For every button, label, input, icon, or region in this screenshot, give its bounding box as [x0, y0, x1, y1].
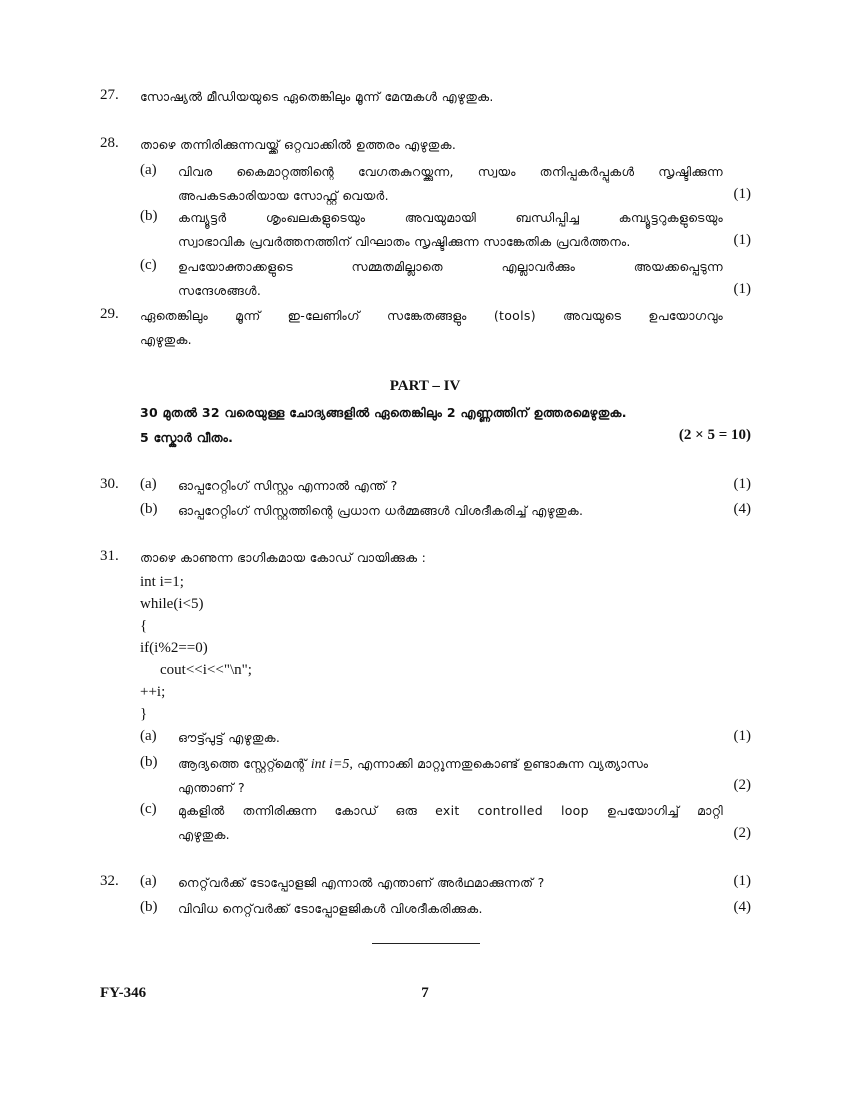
q31a-label: (a)	[140, 728, 157, 744]
q32a-label: (a)	[140, 873, 157, 889]
q31c-line1: മുകളിൽ തന്നിരിക്കുന്ന കോഡ് ഒരു exit controlled loop ഉപയോഗിച്ച് മാറ്റി	[178, 803, 723, 818]
q31c-line2: എഴുതുക.	[178, 827, 230, 842]
q28c-label: (c)	[140, 257, 157, 273]
q32b-marks: (4)	[733, 899, 751, 915]
q32b-label: (b)	[140, 899, 158, 915]
q31b-pre: ആദ്യത്തെ സ്റ്റേറ്റ്മെന്റ്	[178, 756, 311, 771]
code-line-5: cout<<i<<"\n";	[160, 662, 252, 678]
q28c-line2: സന്ദേശങ്ങൾ.	[178, 283, 262, 298]
q31b-line1	[178, 755, 723, 773]
q27-text: സോഷ്യൽ മീഡിയയുടെ ഏതെങ്കിലും മൂന്ന് മേന്മകൾ എഴുതുക.	[140, 89, 494, 104]
q31a-text: ഔട്ട്പുട്ട് എഴുതുക.	[178, 730, 281, 745]
q31c-marks: (2)	[733, 825, 751, 841]
q28a-marks: (1)	[733, 186, 751, 202]
q29-number: 29.	[100, 306, 119, 322]
q30a-label: (a)	[140, 476, 157, 492]
q28-text: താഴെ തന്നിരിക്കുന്നവയ്ക്ക് ഒറ്റവാക്കിൽ ഉത്തരം എഴുതുക.	[140, 137, 457, 152]
page-number: 7	[421, 985, 429, 1001]
q28c-marks: (1)	[733, 281, 751, 297]
code-line-2: while(i<5)	[140, 596, 204, 612]
q27-number: 27.	[100, 87, 119, 103]
code-line-1: int i=1;	[140, 574, 184, 590]
part-title: PART – IV	[389, 378, 461, 394]
q30b-label: (b)	[140, 501, 158, 517]
code-line-4: if(i%2==0)	[140, 640, 208, 656]
end-rule	[372, 943, 480, 944]
q30a-text: ഓപ്പറേറ്റിംഗ് സിസ്റ്റം എന്നാൽ എന്ത് ?	[178, 478, 398, 493]
q28a-line1: വിവര കൈമാറ്റത്തിന്റെ വേഗതകുറയ്ക്കുന്ന, സ്വയം തനിപ്പകർപ്പുകൾ സൃഷ്ടിക്കുന്ന	[178, 164, 723, 179]
q28a-label: (a)	[140, 162, 157, 178]
code-line-6: ++i;	[140, 684, 166, 700]
q31b-marks: (2)	[733, 777, 751, 793]
q31b-post: എന്നാക്കി മാറ്റുന്നതുകൊണ്ട് ഉണ്ടാകുന്ന വ്യത്യാസം	[352, 756, 649, 771]
q31a-marks: (1)	[733, 728, 751, 744]
q29-line1: ഏതെങ്കിലും മൂന്ന് ഇ-ലേണിംഗ് സങ്കേതങ്ങളും (tools) അവയുടെ ഉപയോഗവും	[140, 308, 723, 323]
q31c-label: (c)	[140, 801, 157, 817]
q31-number: 31.	[100, 548, 119, 564]
q31b-label: (b)	[140, 754, 158, 770]
q28b-line2: സ്വാഭാവിക പ്രവർത്തനത്തിന് വിഘാതം സൃഷ്ടിക്കുന്ന സാങ്കേതിക പ്രവർത്തനം.	[178, 234, 631, 249]
q30b-text: ഓപ്പറേറ്റിംഗ് സിസ്റ്റത്തിന്റെ പ്രധാന ധർമ്മങ്ങൾ വിശദീകരിച്ച് എഴുതുക.	[178, 503, 584, 518]
q30-number: 30.	[100, 476, 119, 492]
q32b-text: വിവിധ നെറ്റ്‌വർക്ക് ടോപ്പോളജികൾ വിശദീകരിക്കുക.	[178, 901, 483, 916]
q32a-text: നെറ്റ്‌വർക്ക് ടോപ്പോളജി എന്നാൽ എന്താണ് അർഥമാക്കുന്നത് ?	[178, 875, 545, 890]
q28b-label: (b)	[140, 208, 158, 224]
code-line-3: {	[140, 618, 148, 634]
footer-code: FY-346	[100, 985, 147, 1001]
q30b-marks: (4)	[733, 501, 751, 517]
q28a-line2: അപകടകാരിയായ സോഫ്റ്റ് വെയർ.	[178, 188, 389, 203]
q31b-code-italic: int i=5,	[310, 757, 353, 772]
part-total: (2 × 5 = 10)	[678, 427, 751, 443]
q28-number: 28.	[100, 135, 119, 151]
q28c-line1: ഉപയോക്താക്കളുടെ സമ്മതമില്ലാതെ എല്ലാവർക്കും അയക്കപ്പെടുന്ന	[178, 259, 723, 274]
q32a-marks: (1)	[733, 873, 751, 889]
part-instruction: 30 മുതൽ 32 വരെയുള്ള ചോദ്യങ്ങളിൽ ഏതെങ്കിലും 2 എണ്ണത്തിന് ഉത്തരമെഴുതുക.	[140, 405, 627, 420]
part-score: 5 സ്കോർ വീതം.	[140, 430, 234, 445]
q31b-line2: എന്താണ് ?	[178, 780, 245, 795]
q32-number: 32.	[100, 873, 119, 889]
q29-line2: എഴുതുക.	[140, 332, 192, 347]
code-line-7: }	[140, 706, 148, 722]
q31-text: താഴെ കാണുന്ന ഭാഗികമായ കോഡ് വായിക്കുക :	[140, 550, 427, 565]
q28b-line1: കമ്പ്യൂട്ടർ ശൃംഖലകളുടെയും അവയുമായി ബന്ധിപ്പിച്ച കമ്പ്യൂട്ടറുകളുടെയും	[178, 210, 723, 225]
q30a-marks: (1)	[733, 476, 751, 492]
q28b-marks: (1)	[733, 232, 751, 248]
